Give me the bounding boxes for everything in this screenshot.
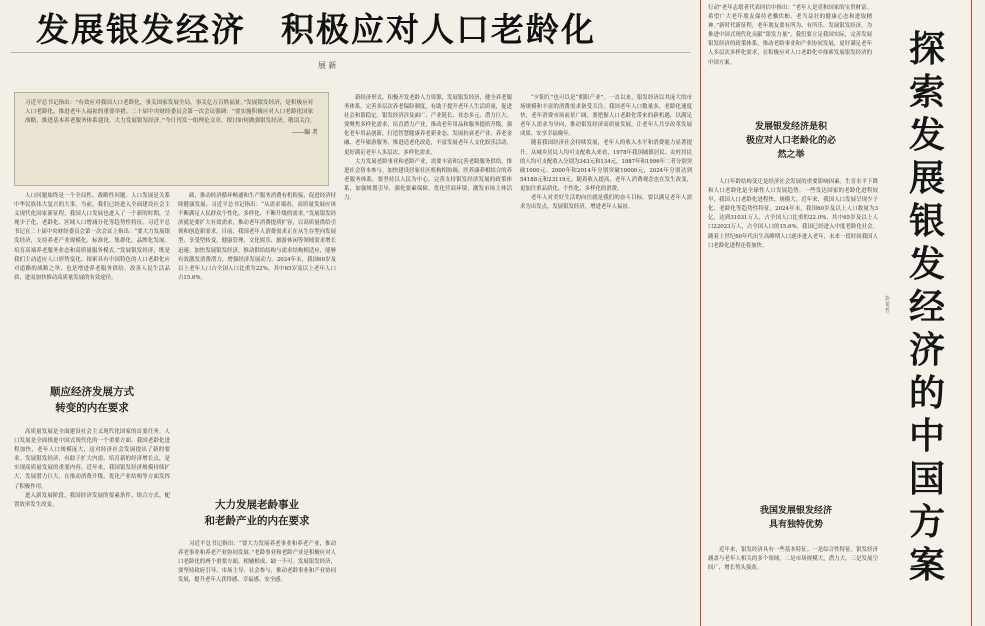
section-heading-line: 我国发展银发经济 xyxy=(759,506,832,516)
section-heading-line: 和老龄产业的内在要求 xyxy=(204,515,310,527)
section-heading-line: 具有独特优势 xyxy=(768,520,823,530)
paragraph: 人口问题始终是一个全局性、战略性问题。人口发展是关系中华民族伟大复兴的大事。当前，我们已经进入全面建设社会主义现代化国家新征程，我国人口发展也进入了一个新的时期，呈现少子化、老龄化、区域人口增减分化等趋势性特征。习近平总书记在二十届中央财经委员会第一次会议上指出：“要大力发展银发经济，支持养老产业规模化、标准化、集群化、品牌化发展。培育高端养老服务业态和高质量服务模式。”发展银发经济，既是我们主动适应人口形势变化、探索具有中国特色的人口老龄化应对道路的战略之举，也是增进养老服务供给、改善人民生活品质、进而加快推动高质量发展的有效途径。 xyxy=(14,193,170,281)
paragraph: 人口年龄结构变迁是经济社会发展的重要影响因素。生育水平下降和人口老龄化是全球性人口发展趋势。一些发达国家的老龄化进程较早，我国人口老龄化进程快、规模大。近年来，我国人口发展呈现少子化、老龄化等趋势性特征。2024年末，我国60岁及以上人口数量为3亿，达到31031万人，占全国人口比重的22.0%，其中65岁及以上人口22023万人，占全国人口的15.6%。我国已经进入中度老龄化社会。随着上世纪60年代出生高峰期人口逐步进入老年，未来一段时间我国人口老龄化进程还将加快。 xyxy=(708,179,878,249)
paragraph: 大力发展老龄事业和老龄产业，需要丰富和完善老龄服务供给，推进社会资本参与，加快建设居家社区机构相协调、医养康养相结合的养老服务体系。要坚持以人民为中心，完善支持银发经济发展的政策体系，加强规划引导，强化要素保障，优化营商环境，激发市场主体活力。 xyxy=(344,158,512,202)
paragraph: 高质量发展是全面建设社会主义现代化国家的首要任务。人口发展是全面推进中国式现代化的一个重要方面。我国老龄化进程加快，老年人口规模庞大，这对经济社会发展提出了新的要求。发展银发经济，有助于扩大内需、培育新的经济增长点，是实现高质量发展的重要内容。近年来，我国银发经济规模持续扩大，发展潜力巨大，在推动消费升级、优化产业结构等方面发挥了积极作用。 xyxy=(14,429,170,490)
paragraph: 老年人对美好生活的向往就是我们的奋斗目标。要以满足老年人需求为出发点，发展银发经济，增进老年人福祉。 xyxy=(520,195,692,211)
section-heading-line: 极应对人口老龄化的必 xyxy=(745,136,836,146)
article-column-4 xyxy=(520,94,692,626)
article-column-3 xyxy=(344,94,512,626)
page-title: 发展银发经济 积极应对人口老龄化 xyxy=(36,10,596,48)
paragraph: 新经济形式。积极开发老龄人力资源，发展银发经济，健全养老服务体系，完善多层次养老保险制度，有助于提升老年人生活质量，促进社会和谐稳定。银发经济涉及面广、产业链长、业态多元、潜力巨大。要聚焦多样化需求，培育潜力产业，推动老年用品和服务提质升级，强化老年用品创新，打造智慧健康养老新业态，发展抗衰老产业、养老金融、老年旅游服务，推进适老化改造，丰富发展老年人文化娱乐活动，更好满足老年人多层次、多样化需求。 xyxy=(344,95,512,156)
editor-signature: ——编 者 xyxy=(292,129,318,136)
section-heading-line: 大力发展老龄事业 xyxy=(215,499,299,511)
article-column-2 xyxy=(178,192,336,490)
article-column-2b xyxy=(178,540,336,626)
paragraph: 进入新发展阶段，我国经济发展的要素条件、组合方式、配置效率发生改变。 xyxy=(14,492,170,508)
paragraph: 行动”老年志愿者代表回信中指出：“老年人是党和国家的宝贵财富。希望广大老年朋友保持老骥伏枥、老当益壮的健康心态和进取精神。”新时代新征程，老年朋友要有所为、有所乐。发展银发经济，为推进中国式现代化贡献“银发力量”。我们要立足我国实际，完善发展银发经济的政策体系，推动老龄事业和产业协同发展，更好满足老年人多层次多样化需求，在积极应对人口老龄化中探索发展银发经济的中国方案。 xyxy=(708,5,872,66)
section-heading-line: 顺应经济发展方式 xyxy=(50,386,134,398)
section-heading-line: 发展银发经济是积 xyxy=(754,122,827,132)
paragraph: “夕阳红”也可以是“朝阳产业”。一直以来，银发经济以其庞大的市场规模和丰富的消费需求备受关注。我国老年人口数量多，老龄化速度快，老年消费市场前景广阔。要把握人口老龄化带来的新机遇，以满足老年人需求为导向，推动银发经济高质量发展，让老年人共享改革发展成果、安享幸福晚年。 xyxy=(520,95,692,138)
title-divider xyxy=(10,52,690,53)
section-heading-line: 然之举 xyxy=(777,150,805,160)
sidebar-column-2 xyxy=(708,546,878,626)
editor-note-text: 习近平总书记指出：“有效应对我国人口老龄化，事关国家发展全局，事关亿万百姓福祉。”发展银发经济，是积极应对人口老龄化、推进老年人福祉的重要举措。二十届中央财经委员会第一次会议强调：“要实施积极应对人口老龄化国家战略，推进基本养老服务体系建设，大力发展银发经济。”今日刊发一组理论文章，探讨如何做强银发经济，敬请关注。 xyxy=(25,100,316,124)
sidebar-section-heading-1 xyxy=(716,120,866,162)
section-heading-1 xyxy=(14,384,170,416)
editor-note-box xyxy=(14,92,329,186)
paragraph: 随着我国经济社会持续发展，老年人的收入水平和消费能力显著提升。从城乡居民人均可支配收入来看，1978年我国城镇居民、农村居民的人均可支配收入分别为343元和134元，1987年和1996年二者分别突破1000元、2000年和2014年分别突破10000元，2024年分别达到54188元和23119元。随着收入提高，老年人消费观念也在发生改变，更加注重品质化、个性化、多样化的消费。 xyxy=(520,140,692,192)
byline: 展 新 xyxy=(318,61,337,70)
sidebar-author: 彭希哲 xyxy=(885,296,891,314)
sidebar-vertical-title: 探索发展银发经济的中国方案 xyxy=(908,28,945,586)
sidebar-section-heading-2 xyxy=(716,504,876,532)
paragraph: 近年来，银发经济具有一些基本特征。一是综合性特征。银发经济涵盖与老年人相关的多个领域。二是市场规模大，潜力大。三是发展空间广，增长势头强劲。 xyxy=(708,547,878,572)
paragraph: 础，推动经济循环畅通和生产服务消费有机衔接，促进经济持续健康发展。习近平总书记指出：“从需求端看，高质量发展应该不断满足人民群众个性化、多样化、不断升级的需求。”发展银发经济就是要扩大有效需求，推动老年消费提质扩容，以高质量供给引领和创造新需求。目前，我国老年人消费需求正在从生存型向发展型、享受型转变，健康管理、文化娱乐、旅游休闲等领域需求增长迅速。加快发展银发经济，推动供给结构与需求结构相适应，能够有效激发消费潜力，增强经济发展动力。2024年末，我国60岁及以上老年人口占全国人口比重为22%，其中65岁及以上老年人口占15.6%。 xyxy=(178,193,336,281)
sidebar-column-1 xyxy=(708,178,878,482)
paragraph: 习近平总书记指出：“要大力发展养老事业和养老产业，推动养老事业和养老产业协同发展。”老龄事业和老龄产业是积极应对人口老龄化的两个重要方面，相辅相成、缺一不可。发展银发经济，要坚持政府引导、市场主导、社会参与，推动老龄事业和产业协同发展，提升老年人获得感、幸福感、安全感。 xyxy=(178,541,336,584)
article-column-1b xyxy=(14,428,170,626)
sidebar-intro xyxy=(708,4,872,104)
section-heading-line: 转变的内在要求 xyxy=(55,402,129,414)
section-heading-2 xyxy=(178,497,336,529)
article-column-1 xyxy=(14,192,170,374)
